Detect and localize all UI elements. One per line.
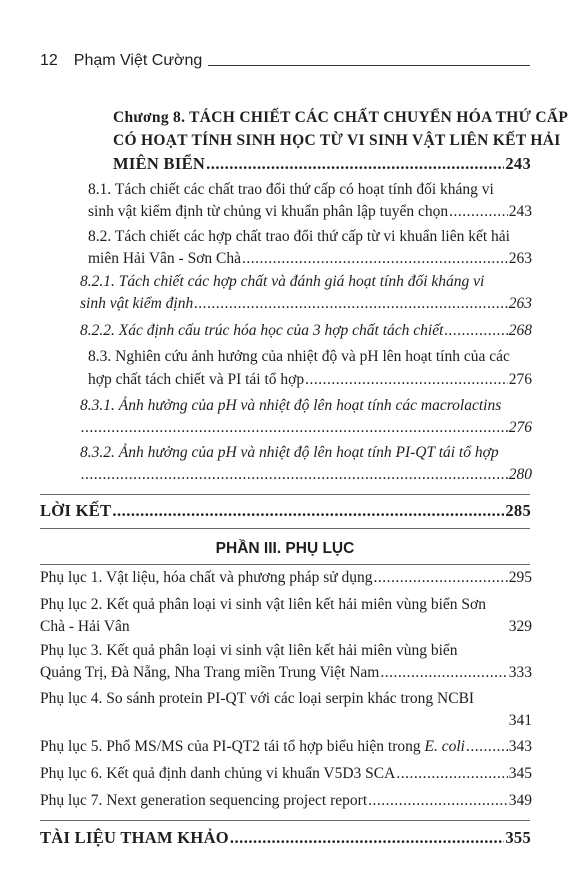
leader-dots bbox=[466, 737, 508, 757]
leader-dots bbox=[374, 568, 508, 588]
section-8-3-line1: 8.3. Nghiên cứu ảnh hưởng của nhiệt độ và pH lên hoạt tính của các bbox=[88, 348, 510, 365]
page-ref: 285 bbox=[505, 501, 531, 520]
toc-entry-pl7[interactable] bbox=[40, 791, 532, 811]
pl3-line2: Quảng Trị, Đà Nẵng, Nha Trang miền Trung Việt Nam bbox=[40, 664, 380, 681]
leader-dots bbox=[380, 663, 507, 683]
page-ref: 345 bbox=[508, 765, 532, 782]
section-8-3-2-line1: 8.3.2. Ảnh hưởng của pH và nhiệt độ lên hoạt tính PI-QT tái tổ hợp bbox=[80, 444, 499, 461]
section-8-2-2-line1: 8.2.2. Xác định cấu trúc hóa học của 3 hợp chất tách chiết bbox=[80, 322, 444, 339]
section-divider bbox=[40, 564, 530, 565]
page-ref: 276 bbox=[508, 371, 532, 388]
section-8-1-line1: 8.1. Tách chiết các chất trao đổi thứ cấp có hoạt tính đối kháng vi bbox=[88, 181, 494, 198]
pl2-line1: Phụ lục 2. Kết quả phân loại vi sinh vật liên kết hải miên vùng biển Sơn bbox=[40, 596, 487, 613]
toc-entry-chapter8[interactable] bbox=[113, 154, 531, 174]
leader-dots bbox=[305, 370, 508, 390]
pl7-label: Phụ lục 7. Next generation sequencing project report bbox=[40, 792, 368, 809]
section-8-1-line2: sinh vật kiểm định từ chủng vi khuẩn phân lập tuyển chọn bbox=[88, 203, 449, 220]
page-ref: 268 bbox=[508, 322, 532, 339]
leader-dots bbox=[444, 321, 507, 341]
pl5-organism: E. coli bbox=[424, 738, 465, 755]
page-ref: 280 bbox=[508, 466, 532, 483]
toc-entry-pl2[interactable] bbox=[40, 617, 532, 637]
pl5-label bbox=[40, 737, 465, 757]
page-ref: 355 bbox=[505, 828, 531, 847]
leader-dots bbox=[112, 501, 504, 521]
page-ref: 276 bbox=[508, 419, 532, 436]
leader-dots bbox=[396, 764, 507, 784]
section-divider bbox=[40, 820, 530, 821]
section-8-2-line2: miên Hải Vân - Sơn Chà bbox=[88, 250, 241, 267]
page-ref: 263 bbox=[508, 250, 532, 267]
part3-title: PHẦN III. PHỤ LỤC bbox=[215, 540, 355, 557]
toc-entry-8-1[interactable] bbox=[88, 202, 532, 222]
header-author: Phạm Việt Cường bbox=[73, 52, 203, 69]
section-8-2-line1: 8.2. Tách chiết các hợp chất trao đổi thứ cấp từ vi khuẩn liên kết hải bbox=[88, 228, 510, 245]
leader-dots bbox=[449, 202, 508, 222]
page-ref: 333 bbox=[508, 664, 532, 681]
page-ref: 343 bbox=[508, 738, 532, 755]
page-ref: 341 bbox=[508, 712, 532, 729]
header-rule bbox=[208, 65, 530, 66]
pl6-label: Phụ lục 6. Kết quả định danh chủng vi khuẩn V5D3 SCA bbox=[40, 765, 396, 782]
leader-dots bbox=[81, 418, 508, 438]
leader-dots bbox=[81, 465, 508, 485]
page-ref: 243 bbox=[508, 203, 532, 220]
pl2-line2: Chà - Hải Vân bbox=[40, 618, 130, 635]
leader-dots bbox=[230, 828, 504, 848]
toc-entry-pl4[interactable] bbox=[40, 711, 532, 731]
section-8-3-line2: hợp chất tách chiết và PI tái tổ hợp bbox=[88, 371, 305, 388]
toc-entry-8-3[interactable] bbox=[88, 370, 532, 390]
toc-entry-8-2[interactable] bbox=[88, 249, 532, 269]
page-number: 12 bbox=[40, 52, 58, 69]
toc-entry-8-2-1[interactable] bbox=[80, 294, 532, 314]
toc-entry-pl6[interactable] bbox=[40, 764, 532, 784]
page-ref: 295 bbox=[508, 569, 532, 586]
toc-entry-pl5[interactable] bbox=[40, 737, 532, 757]
page-ref: 329 bbox=[508, 618, 532, 635]
leader-dots bbox=[194, 294, 508, 314]
loi-ket-label: LỜI KẾT bbox=[40, 501, 112, 520]
pl5-text: Phụ lục 5. Phổ MS/MS của PI-QT2 tái tổ hợp biểu hiện trong bbox=[40, 738, 425, 755]
page-ref: 263 bbox=[508, 295, 532, 312]
pl4-line1: Phụ lục 4. So sánh protein PI-QT với các loại serpin khác trong NCBI bbox=[40, 690, 475, 707]
section-divider bbox=[40, 494, 530, 495]
pl1-label: Phụ lục 1. Vật liệu, hóa chất và phương pháp sử dụng bbox=[40, 569, 373, 586]
section-divider bbox=[40, 528, 530, 529]
toc-entry-pl1[interactable] bbox=[40, 568, 532, 588]
running-header bbox=[40, 48, 530, 70]
toc-entry-references[interactable] bbox=[40, 828, 531, 848]
references-label: TÀI LIỆU THAM KHẢO bbox=[40, 828, 229, 847]
chapter8-title-line3: MIÊN BIỂN bbox=[113, 154, 206, 173]
toc-entry-8-3-2[interactable] bbox=[80, 465, 532, 485]
chapter8-title-line1: Chương 8. TÁCH CHIẾT CÁC CHẤT CHUYỂN HÓA THỨ CẤP bbox=[113, 109, 569, 126]
section-8-2-1-line2: sinh vật kiểm định bbox=[80, 295, 194, 312]
leader-dots bbox=[242, 249, 508, 269]
page-ref: 243 bbox=[505, 154, 531, 173]
leader-dots bbox=[206, 154, 504, 174]
toc-entry-pl3[interactable] bbox=[40, 663, 532, 683]
toc-entry-8-3-1[interactable] bbox=[80, 418, 532, 438]
toc-entry-8-2-2[interactable] bbox=[80, 321, 532, 341]
toc-entry-loi-ket[interactable] bbox=[40, 501, 531, 521]
section-8-2-1-line1: 8.2.1. Tách chiết các hợp chất và đánh giá hoạt tính đối kháng vi bbox=[80, 273, 485, 290]
chapter8-title-line2: CÓ HOẠT TÍNH SINH HỌC TỪ VI SINH VẬT LIÊN KẾT HẢI bbox=[113, 132, 561, 149]
pl3-line1: Phụ lục 3. Kết quả phân loại vi sinh vật liên kết hải miên vùng biển bbox=[40, 642, 458, 659]
section-8-3-1-line1: 8.3.1. Ảnh hưởng của pH và nhiệt độ lên hoạt tính các macrolactins bbox=[80, 397, 502, 414]
leader-dots bbox=[368, 791, 508, 811]
page-ref: 349 bbox=[508, 792, 532, 809]
